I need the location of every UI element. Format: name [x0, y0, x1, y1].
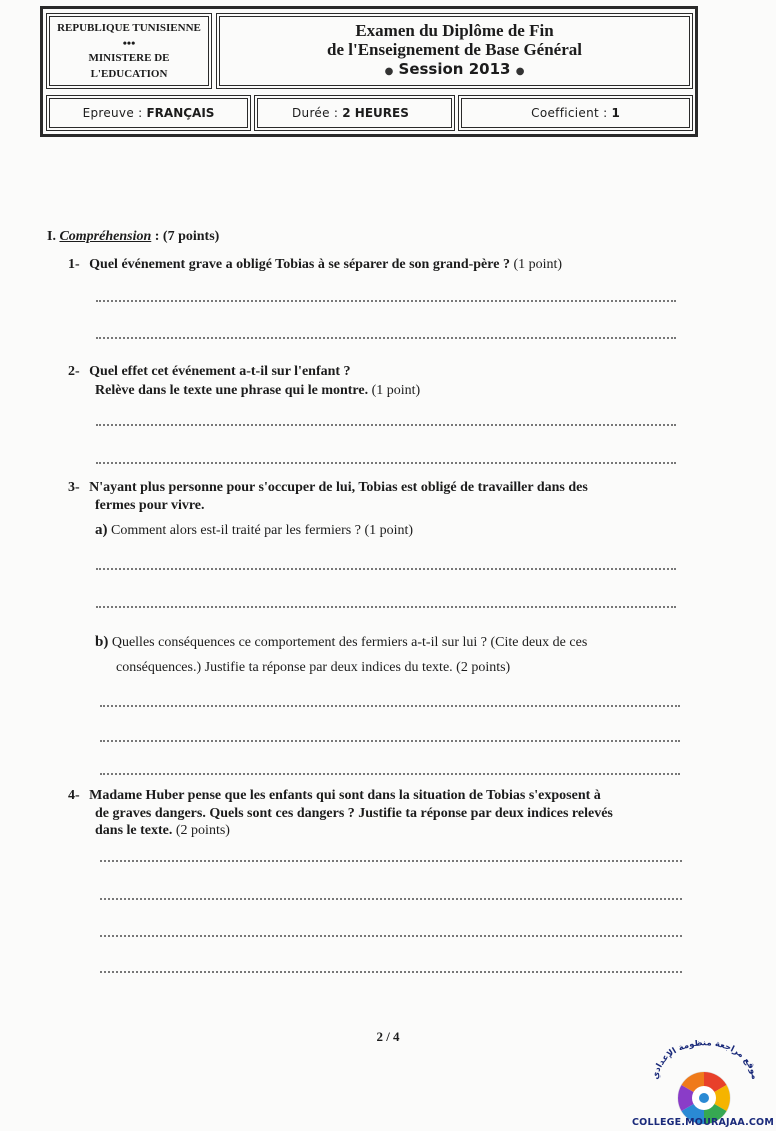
answer-line[interactable] — [96, 329, 676, 339]
section-points: : (7 points) — [154, 229, 220, 244]
answer-line[interactable] — [96, 454, 676, 464]
answer-line[interactable] — [100, 697, 680, 707]
question-4 — [68, 787, 601, 804]
session-label: Session 2013 — [398, 60, 511, 78]
bullet-icon: ● — [384, 66, 394, 77]
question-3 — [68, 479, 588, 496]
answer-line[interactable] — [100, 963, 682, 973]
answer-line[interactable] — [100, 890, 682, 900]
question-3-line2: fermes pour vivre. — [95, 498, 205, 513]
section-heading — [47, 228, 219, 245]
duree-value: 2 HEURES — [342, 106, 409, 120]
exam-title-line2: de l'Enseignement de Base Général — [327, 40, 582, 59]
coefficient-value: 1 — [611, 106, 620, 120]
question-points: (2 points) — [175, 823, 230, 838]
page-number: 2 / 4 — [376, 1029, 400, 1044]
question-text: Madame Huber pense que les enfants qui sont dans la situation de Tobias s'exposent à — [89, 788, 601, 803]
sub-question-text: Comment alors est-il traité par les fermiers ? (1 point) — [111, 523, 414, 538]
bullet-icon: ● — [515, 66, 525, 77]
ministry-name: MINISTERE DE L'EDUCATION — [88, 52, 170, 80]
question-text: Relève dans le texte une phrase qui le montre. — [95, 383, 369, 398]
question-number: 2- — [68, 364, 80, 379]
answer-line[interactable] — [96, 598, 676, 608]
section-number: I. — [47, 229, 56, 244]
question-4-line3 — [95, 822, 230, 839]
coefficient-cell — [458, 95, 693, 131]
question-text: dans le texte. — [95, 823, 173, 838]
question-1 — [68, 256, 562, 273]
country-name: REPUBLIQUE TUNISIENNE — [57, 22, 201, 34]
section-title: Compréhension — [59, 229, 152, 244]
question-points: (1 point) — [513, 257, 563, 272]
logo-arabic: موقع مراجعة منظومة الإعدادي — [650, 1040, 760, 1081]
epreuve-value: FRANÇAIS — [146, 106, 215, 120]
question-2-line2 — [95, 382, 420, 399]
ornament: ••• — [122, 36, 136, 50]
answer-line[interactable] — [96, 416, 676, 426]
sub-question-text: Quelles conséquences ce comportement des fermiers a-t-il sur lui ? (Cite deux de ces — [111, 635, 588, 650]
coefficient-label: Coefficient : — [531, 106, 608, 120]
question-points: (1 point) — [371, 383, 421, 398]
epreuve-label: Epreuve : — [82, 106, 143, 120]
answer-line[interactable] — [96, 560, 676, 570]
question-3b-line2: conséquences.) Justifie ta réponse par deux indices du texte. (2 points) — [116, 660, 511, 675]
question-text: Quel événement grave a obligé Tobias à se séparer de son grand-père ? — [89, 257, 510, 272]
sub-question-label: b) — [95, 634, 109, 650]
question-2 — [68, 363, 351, 380]
duree-label: Durée : — [292, 106, 339, 120]
duree-cell — [254, 95, 455, 131]
session-line — [385, 60, 525, 81]
exam-title-line1: Examen du Diplôme de Fin — [355, 21, 554, 40]
answer-line[interactable] — [100, 732, 680, 742]
question-3a — [95, 522, 413, 539]
exam-title-box — [216, 13, 693, 89]
question-text: N'ayant plus personne pour s'occuper de lui, Tobias est obligé de travailler dans des — [89, 480, 588, 495]
question-text: Quel effet cet événement a-t-il sur l'enfant ? — [89, 364, 351, 379]
answer-line[interactable] — [100, 852, 682, 862]
question-3b — [95, 634, 587, 651]
question-number: 4- — [68, 788, 80, 803]
answer-line[interactable] — [100, 765, 680, 775]
answer-line[interactable] — [100, 927, 682, 937]
answer-line[interactable] — [96, 292, 676, 302]
question-4-line2: de graves dangers. Quels sont ces dangers ? Justifie ta réponse par deux indices relevés — [95, 806, 613, 821]
ministry-box — [46, 13, 212, 89]
question-number: 3- — [68, 480, 80, 495]
question-number: 1- — [68, 257, 80, 272]
logo-url[interactable]: COLLEGE.MOURAJAA.COM — [632, 1117, 774, 1128]
epreuve-cell — [46, 95, 251, 131]
sub-question-label: a) — [95, 522, 108, 538]
